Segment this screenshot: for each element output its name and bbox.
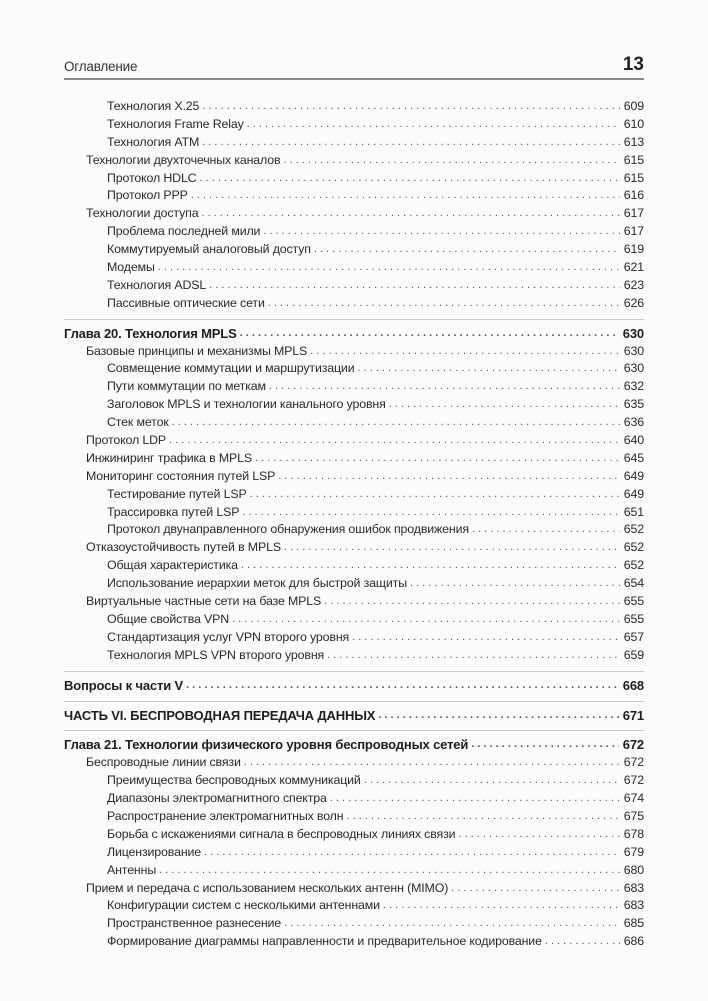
entry-page-number: 685: [620, 915, 644, 933]
entry-page-number: 635: [620, 396, 644, 414]
entry-title: Использование иерархии меток для быстрой защиты: [107, 575, 410, 593]
dot-leader: [357, 360, 619, 378]
toc-subsection-entry[interactable]: [64, 277, 644, 295]
running-title: Оглавление: [64, 59, 138, 74]
toc-section-entry[interactable]: [64, 754, 644, 772]
entry-title: Технология ADSL: [107, 277, 209, 295]
dot-leader: [255, 450, 620, 468]
entry-page-number: 610: [620, 116, 644, 134]
entry-page-number: 686: [620, 933, 644, 951]
toc-subsection-entry[interactable]: [64, 897, 644, 915]
entry-page-number: 683: [620, 880, 644, 898]
entry-title: Заголовок MPLS и технологии канального уровня: [107, 396, 389, 414]
toc-subsection-entry[interactable]: [64, 360, 644, 378]
entry-page-number: 623: [620, 277, 644, 295]
entry-title: Модемы: [107, 259, 158, 277]
entry-page-number: 652: [620, 521, 644, 539]
entry-title: Общая характеристика: [107, 557, 241, 575]
entry-title: Виртуальные частные сети на базе MPLS: [86, 593, 324, 611]
toc-subsection-entry[interactable]: [64, 116, 644, 134]
dot-leader: [471, 736, 619, 754]
dot-leader: [247, 116, 620, 134]
entry-title: Инжиниринг трафика в MPLS: [86, 450, 255, 468]
toc-section-entry[interactable]: [64, 343, 644, 361]
entry-title: Коммутируемый аналоговый доступ: [107, 241, 314, 259]
section-divider: [64, 671, 644, 672]
toc-section-entry[interactable]: [64, 593, 644, 611]
toc-subsection-entry[interactable]: [64, 295, 644, 313]
dot-leader: [269, 378, 620, 396]
entry-title: Совмещение коммутации и маршрутизации: [107, 360, 357, 378]
entry-page-number: 672: [620, 772, 644, 790]
entry-page-number: 626: [620, 295, 644, 313]
entry-title: Технологии доступа: [86, 205, 201, 223]
entry-title: Беспроводные линии связи: [86, 754, 244, 772]
toc-chapter-entry[interactable]: [64, 325, 644, 343]
entry-title: Стандартизация услуг VPN второго уровня: [107, 629, 352, 647]
dot-leader: [545, 933, 620, 951]
entry-page-number: 659: [620, 647, 644, 665]
toc-section-entry[interactable]: [64, 539, 644, 557]
dot-leader: [268, 295, 620, 313]
dot-leader: [378, 707, 618, 725]
dot-leader: [263, 223, 619, 241]
entry-page-number: 668: [619, 677, 644, 695]
dot-leader: [278, 468, 620, 486]
dot-leader: [324, 593, 620, 611]
entry-title: Прием и передача с использованием нескольких антенн (MIMO): [86, 880, 451, 898]
toc-section-entry[interactable]: [64, 468, 644, 486]
entry-page-number: 649: [620, 486, 644, 504]
entry-page-number: 672: [620, 754, 644, 772]
dot-leader: [383, 897, 620, 915]
entry-title: ЧАСТЬ VI. БЕСПРОВОДНАЯ ПЕРЕДАЧА ДАННЫХ: [64, 707, 378, 725]
entry-page-number: 679: [620, 844, 644, 862]
dot-leader: [202, 134, 620, 152]
entry-page-number: 652: [620, 539, 644, 557]
entry-page-number: 655: [620, 593, 644, 611]
entry-page-number: 617: [620, 205, 644, 223]
dot-leader: [169, 432, 620, 450]
dot-leader: [209, 277, 620, 295]
entry-title: Технология Frame Relay: [107, 116, 247, 134]
entry-page-number: 680: [620, 862, 644, 880]
entry-title: Технология X.25: [107, 98, 202, 116]
toc-subsection-entry[interactable]: [64, 557, 644, 575]
dot-leader: [244, 754, 620, 772]
running-header: [64, 56, 644, 80]
entry-title: Технологии двухточечных каналов: [86, 152, 283, 170]
entry-page-number: 609: [620, 98, 644, 116]
entry-title: Диапазоны электромагнитного спектра: [107, 790, 330, 808]
entry-page-number: 651: [620, 504, 644, 522]
entry-title: Протокол HDLC: [107, 170, 199, 188]
dot-leader: [159, 862, 620, 880]
toc-subsection-entry[interactable]: [64, 504, 644, 522]
toc-subsection-entry[interactable]: [64, 790, 644, 808]
entry-page-number: 649: [620, 468, 644, 486]
toc-subsection-entry[interactable]: [64, 187, 644, 205]
toc-subsection-entry[interactable]: [64, 933, 644, 951]
toc-subsection-entry[interactable]: [64, 915, 644, 933]
entry-title: Технология ATM: [107, 134, 202, 152]
toc-subsection-entry[interactable]: [64, 844, 644, 862]
entry-title: Тестирование путей LSP: [107, 486, 250, 504]
entry-title: Формирование диаграммы направленности и предварительное кодирование: [107, 933, 545, 951]
entry-page-number: 616: [620, 187, 644, 205]
entry-page-number: 617: [620, 223, 644, 241]
page-number: 13: [622, 54, 644, 75]
dot-leader: [201, 205, 619, 223]
dot-leader: [202, 98, 620, 116]
toc-subsection-entry[interactable]: [64, 414, 644, 432]
dot-leader: [240, 325, 619, 343]
toc-subsection-entry[interactable]: [64, 808, 644, 826]
entry-page-number: 678: [620, 826, 644, 844]
dot-leader: [250, 486, 620, 504]
entry-page-number: 652: [620, 557, 644, 575]
entry-title: Борьба с искажениями сигнала в беспроводных линиях связи: [107, 826, 458, 844]
entry-page-number: 613: [620, 134, 644, 152]
section-divider: [64, 701, 644, 702]
dot-leader: [241, 557, 620, 575]
entry-page-number: 654: [620, 575, 644, 593]
toc-chapter-entry[interactable]: [64, 736, 644, 754]
toc-chapter-entry[interactable]: [64, 677, 644, 695]
entry-title: Отказоустойчивость путей в MPLS: [86, 539, 284, 557]
dot-leader: [283, 152, 619, 170]
entry-page-number: 655: [620, 611, 644, 629]
toc-section-entry[interactable]: [64, 152, 644, 170]
entry-title: Протокол LDP: [86, 432, 169, 450]
entry-title: Мониторинг состояния путей LSP: [86, 468, 278, 486]
entry-page-number: 636: [620, 414, 644, 432]
entry-page-number: 615: [620, 152, 644, 170]
entry-page-number: 630: [620, 343, 644, 361]
entry-title: Пространственное разнесение: [107, 915, 284, 933]
dot-leader: [314, 241, 620, 259]
dot-leader: [458, 826, 619, 844]
entry-page-number: 621: [620, 259, 644, 277]
entry-title: Проблема последней мили: [107, 223, 263, 241]
toc-subsection-entry[interactable]: [64, 629, 644, 647]
entry-page-number: 630: [620, 360, 644, 378]
toc-subsection-entry[interactable]: [64, 772, 644, 790]
entry-title: Протокол двунаправленного обнаружения ошибок продвижения: [107, 521, 472, 539]
dot-leader: [284, 539, 620, 557]
dot-leader: [389, 396, 620, 414]
entry-title: Глава 21. Технологии физического уровня беспроводных сетей: [64, 736, 471, 754]
entry-page-number: 615: [620, 170, 644, 188]
dot-leader: [158, 259, 620, 277]
dot-leader: [242, 504, 619, 522]
toc-section-entry[interactable]: [64, 450, 644, 468]
dot-leader: [451, 880, 620, 898]
dot-leader: [284, 915, 620, 933]
entry-title: Глава 20. Технология MPLS: [64, 325, 240, 343]
entry-page-number: 619: [620, 241, 644, 259]
toc-subsection-entry[interactable]: [64, 241, 644, 259]
dot-leader: [364, 772, 620, 790]
toc-subsection-entry[interactable]: [64, 647, 644, 665]
entry-page-number: 657: [620, 629, 644, 647]
entry-title: Общие свойства VPN: [107, 611, 232, 629]
entry-title: Базовые принципы и механизмы MPLS: [86, 343, 310, 361]
entry-page-number: 671: [619, 707, 644, 725]
entry-title: Лицензирование: [107, 844, 204, 862]
entry-title: Вопросы к части V: [64, 677, 186, 695]
entry-title: Антенны: [107, 862, 159, 880]
dot-leader: [204, 844, 620, 862]
table-of-contents: [64, 98, 644, 951]
dot-leader: [186, 677, 619, 695]
entry-title: Преимущества беспроводных коммуникаций: [107, 772, 364, 790]
entry-title: Трассировка путей LSP: [107, 504, 242, 522]
entry-title: Стек меток: [107, 414, 172, 432]
dot-leader: [346, 808, 619, 826]
entry-page-number: 632: [620, 378, 644, 396]
dot-leader: [310, 343, 620, 361]
entry-title: Протокол PPP: [107, 187, 191, 205]
toc-subsection-entry[interactable]: [64, 486, 644, 504]
toc-chapter-entry[interactable]: [64, 707, 644, 725]
dot-leader: [472, 521, 620, 539]
toc-subsection-entry[interactable]: [64, 521, 644, 539]
entry-page-number: 672: [619, 736, 644, 754]
toc-section-entry[interactable]: [64, 205, 644, 223]
entry-page-number: 630: [619, 325, 644, 343]
toc-subsection-entry[interactable]: [64, 862, 644, 880]
dot-leader: [327, 647, 620, 665]
entry-title: Пути коммутации по меткам: [107, 378, 269, 396]
entry-page-number: 640: [620, 432, 644, 450]
section-divider: [64, 730, 644, 731]
toc-subsection-entry[interactable]: [64, 223, 644, 241]
toc-subsection-entry[interactable]: [64, 259, 644, 277]
entry-title: Технология MPLS VPN второго уровня: [107, 647, 327, 665]
toc-subsection-entry[interactable]: [64, 134, 644, 152]
entry-title: Пассивные оптические сети: [107, 295, 268, 313]
toc-subsection-entry[interactable]: [64, 98, 644, 116]
dot-leader: [199, 170, 619, 188]
toc-section-entry[interactable]: [64, 432, 644, 450]
toc-subsection-entry[interactable]: [64, 575, 644, 593]
entry-title: Конфигурации систем с несколькими антеннами: [107, 897, 383, 915]
dot-leader: [191, 187, 620, 205]
dot-leader: [352, 629, 620, 647]
dot-leader: [330, 790, 620, 808]
dot-leader: [172, 414, 620, 432]
toc-subsection-entry[interactable]: [64, 611, 644, 629]
toc-subsection-entry[interactable]: [64, 170, 644, 188]
toc-section-entry[interactable]: [64, 880, 644, 898]
toc-subsection-entry[interactable]: [64, 396, 644, 414]
dot-leader: [232, 611, 620, 629]
entry-title: Распространение электромагнитных волн: [107, 808, 346, 826]
entry-page-number: 675: [620, 808, 644, 826]
toc-subsection-entry[interactable]: [64, 378, 644, 396]
entry-page-number: 683: [620, 897, 644, 915]
entry-page-number: 645: [620, 450, 644, 468]
entry-page-number: 674: [620, 790, 644, 808]
toc-subsection-entry[interactable]: [64, 826, 644, 844]
section-divider: [64, 319, 644, 320]
dot-leader: [410, 575, 620, 593]
